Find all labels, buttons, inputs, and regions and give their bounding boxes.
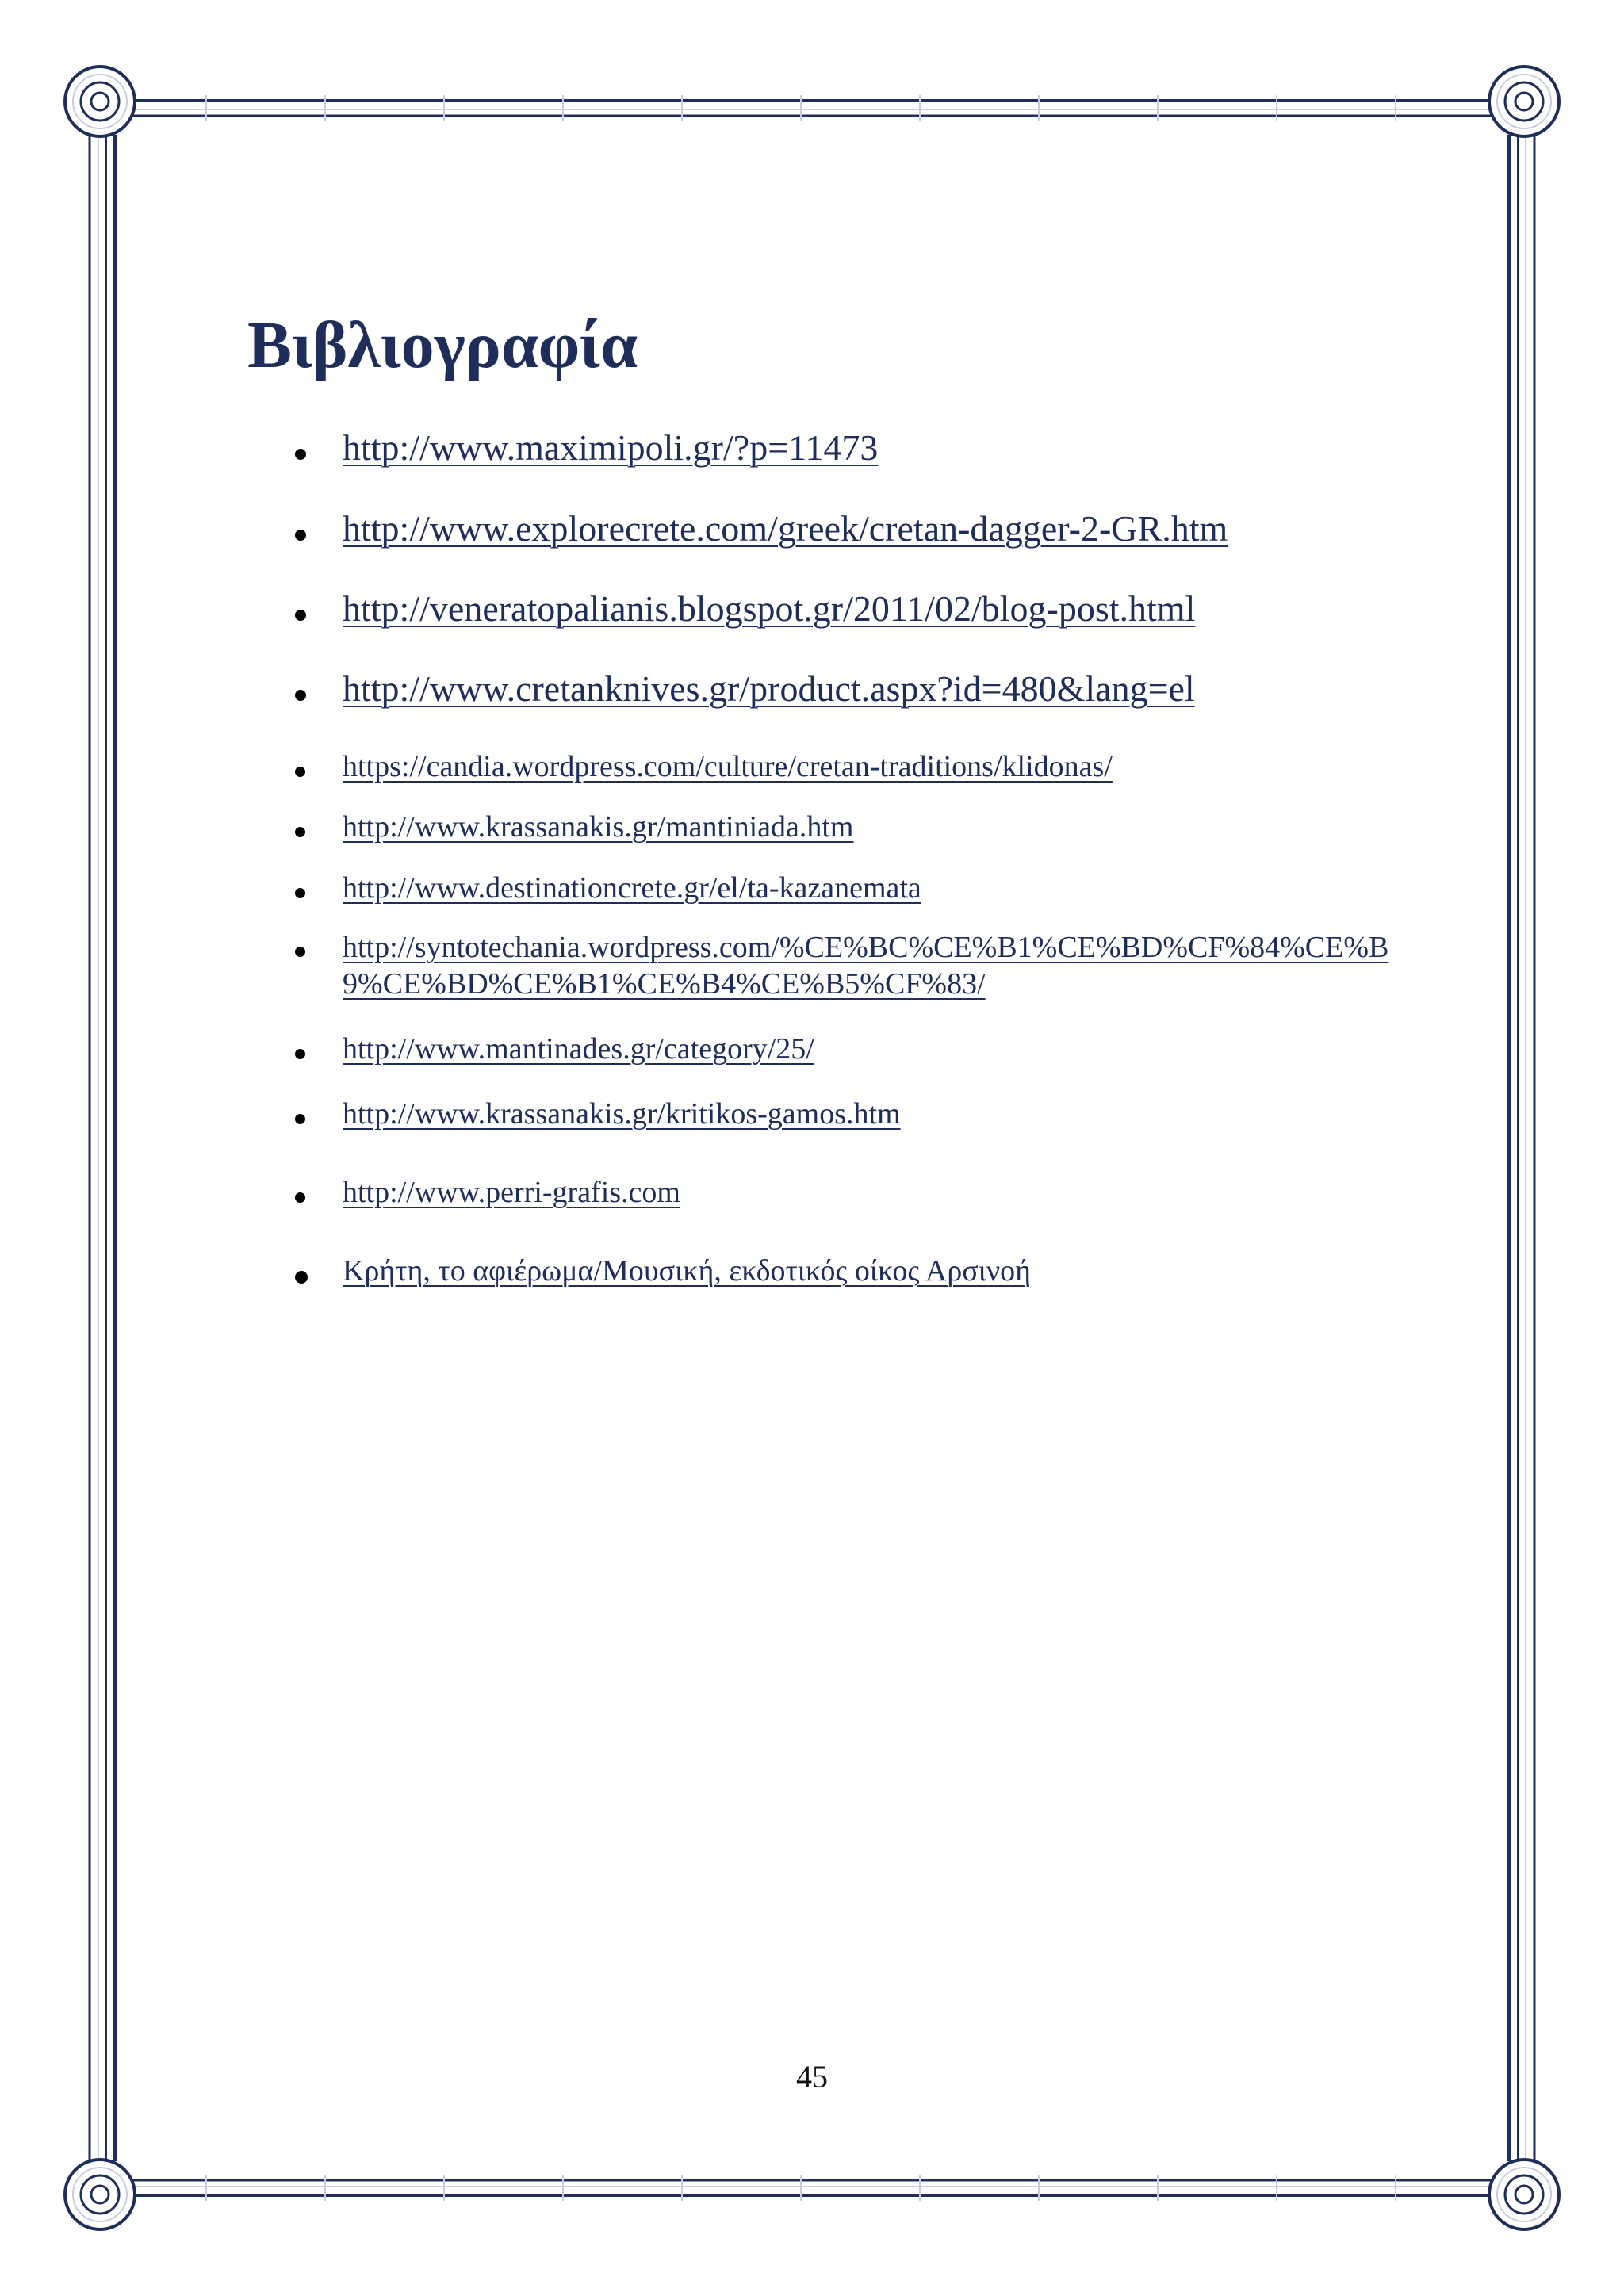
bibliography-link[interactable]: http://www.explorecrete.com/greek/cretan-dagger-2-GR.htm xyxy=(343,508,1228,549)
bullet-icon xyxy=(295,827,305,837)
bibliography-link[interactable]: http://www.cretanknives.gr/product.aspx?id=480&lang=el xyxy=(343,668,1195,709)
bibliography-link[interactable]: http://www.destinationcrete.gr/el/ta-kazanemata xyxy=(343,871,921,905)
bullet-icon xyxy=(295,690,306,701)
bullet-icon xyxy=(295,888,305,898)
bibliography-link[interactable]: http://www.krassanakis.gr/mantiniada.htm xyxy=(343,810,854,844)
bibliography-link[interactable]: http://syntotechania.wordpress.com/%CE%BC%CE%B1%CE%BD%CF%84%CE%B9%CE%BD%CE%B1%CE%B4%CE%B5%CF%83/ xyxy=(343,931,1389,1001)
bullet-icon xyxy=(295,1114,305,1124)
bibliography-link[interactable]: http://veneratopalianis.blogspot.gr/2011/02/blog-post.html xyxy=(343,588,1196,629)
bibliography-link[interactable]: https://candia.wordpress.com/culture/cretan-traditions/klidonas/ xyxy=(343,750,1113,783)
bullet-icon xyxy=(295,449,306,460)
bullet-icon xyxy=(295,1271,308,1284)
bullet-icon xyxy=(295,1192,305,1203)
bibliography-link[interactable]: Κρήτη, το αφιέρωμα/Μουσική, εκδοτικός οίκος Αρσινοή xyxy=(343,1254,1032,1288)
page-heading: Βιβλιογραφία xyxy=(247,308,638,382)
bullet-icon xyxy=(295,530,306,541)
bibliography-link[interactable]: http://www.mantinades.gr/category/25/ xyxy=(343,1032,814,1066)
bullet-icon xyxy=(295,767,305,777)
bullet-icon xyxy=(295,1049,305,1059)
page-number: 45 xyxy=(796,2059,828,2095)
bullet-icon xyxy=(295,610,306,621)
bullet-icon xyxy=(295,947,305,957)
bibliography-link[interactable]: http://www.perri-grafis.com xyxy=(343,1176,680,1209)
bibliography-link[interactable]: http://www.maximipoli.gr/?p=11473 xyxy=(343,427,879,468)
bibliography-link[interactable]: http://www.krassanakis.gr/kritikos-gamos.htm xyxy=(343,1097,901,1131)
